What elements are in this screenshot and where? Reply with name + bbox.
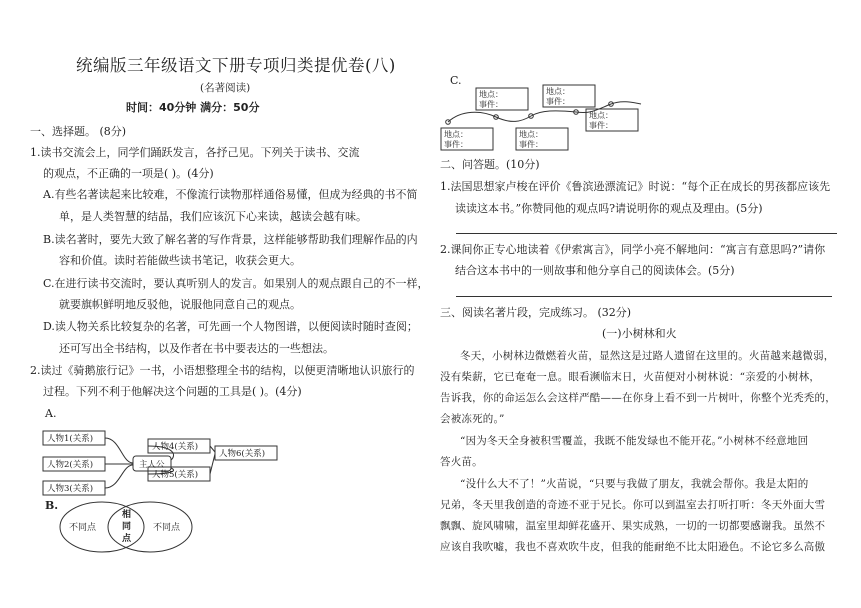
stop1-event-label: 事件：	[479, 100, 503, 109]
story-p3-line3: 飘飘、旋风啸啸，温室里却鲜花盛开、果实成熟，一切的一切都要感谢我。虽然不	[440, 520, 826, 532]
person3-label: 人物3(关系)	[47, 484, 94, 494]
q1-line2: 的观点，不正确的一项是( )。(4分)	[43, 167, 214, 180]
diagram-venn	[55, 500, 205, 556]
q2-option-c-label: C.	[450, 74, 462, 87]
stop2-place-label: 地点：	[546, 87, 570, 96]
q1-option-b-line2: 容和价值。读时若能做些读书笔记，收获会更大。	[59, 254, 301, 267]
story-title: (一)小树林和火	[602, 327, 677, 340]
section2-heading: 二、问答题。(10分)	[440, 158, 540, 171]
person2-label: 人物2(关系)	[47, 460, 94, 470]
venn-middle-char1: 相	[122, 510, 132, 520]
section3-heading: 三、阅读名著片段，完成练习。 (32分)	[440, 306, 632, 319]
venn-middle-char3: 点	[122, 534, 132, 544]
q2-option-a-label: A.	[45, 407, 57, 420]
sec2-q1-line1: 1.法国思想家卢梭在评价《鲁滨逊漂流记》时说：“每个正在成长的男孩都应该先	[440, 180, 831, 193]
stop2-event-label: 事件：	[546, 97, 570, 106]
q1-option-c-line2: 就要旗帜鲜明地反驳他，说服他同意自己的观点。	[59, 298, 301, 311]
sec2-q2-line1: 2.课间你正专心地读着《伊索寓言》，同学小亮不解地问：“寓言有意思吗?”请你	[440, 243, 826, 256]
story-p2-line1: “因为冬天全身被积雪覆盖，我既不能发绿也不能开花。”小树林不经意地回	[460, 435, 809, 447]
story-p2-line2: 答火苗。	[440, 456, 483, 468]
page-title: 统编版三年级语文下册专项归类提优卷(八)	[76, 56, 396, 75]
person1-label: 人物1(关系)	[47, 434, 94, 444]
story-p1-line1: 冬天，小树林边微燃着火苗，显然这是过路人遗留在这里的。火苗越来越微弱，	[460, 350, 835, 362]
stop3-event-label: 事件：	[444, 140, 468, 149]
q1-option-b-line1: B.读名著时，要先大致了解名著的写作背景，这样能够帮助我们理解作品的内	[43, 233, 418, 246]
diagram-journey-timeline	[436, 82, 651, 152]
venn-left-label: 不同点	[69, 523, 97, 533]
stop1-place-label: 地点：	[479, 90, 503, 99]
q1-option-c-line1: C.在进行读书交流时，要认真听别人的发言。如果别人的观点跟自己的不一样，	[43, 277, 429, 290]
answer-line-1[interactable]	[456, 233, 837, 234]
q2-line2: 过程。下列不利于他解决这个问题的工具是( )。(4分)	[43, 385, 302, 398]
stop5-place-label: 地点：	[589, 111, 613, 120]
center-label: 主人公	[139, 460, 165, 470]
time-score: 时间：40分钟 满分：50分	[126, 101, 260, 114]
stop3-place-label: 地点：	[444, 130, 468, 139]
story-p1-line4: 会被冻死的。”	[440, 413, 505, 425]
q1-line1: 1.读书交流会上，同学们踊跃发言，各抒己见。下列关于读书、交流	[30, 146, 360, 159]
page-subtitle: (名著阅读)	[200, 82, 251, 94]
person6-label: 人物6(关系)	[219, 449, 266, 459]
q1-option-d-line1: D.读人物关系比较复杂的名著，可先画一个人物图谱，以便阅读时随时查阅；	[43, 320, 418, 333]
section1-heading: 一、选择题。 (8分)	[30, 125, 127, 138]
story-p1-line3: 告诉我，你的命运怎么会这样严酷——在你身上看不到一片树叶，你整个光秃秃的，	[440, 392, 836, 404]
story-p3-line4: 应该自我吹嘘，我也不喜欢吹牛皮，但我的能耐绝不比太阳逊色。不论它多么高傲	[440, 541, 826, 553]
q2-option-b-label: B.	[45, 499, 59, 512]
story-p1-line2: 没有柴薪，它已奄奄一息。眼看濒临末日，火苗便对小树林说：“亲爱的小树林，	[440, 371, 821, 383]
venn-middle-char2: 同	[122, 522, 132, 532]
sec2-q2-line2: 结合这本书中的一则故事和他分享自己的阅读体会。(5分)	[455, 264, 735, 277]
person4-label: 人物4(关系)	[152, 442, 199, 452]
story-p3-line2: 兄弟，冬天里我创造的奇迹不亚于兄长。你可以到温室去打听打听：冬天外面大雪	[440, 499, 826, 511]
stop4-event-label: 事件：	[519, 140, 543, 149]
diagram-character-map	[40, 424, 300, 500]
answer-line-2[interactable]	[456, 296, 832, 297]
stop4-place-label: 地点：	[519, 130, 543, 139]
person5-label: 人物5(关系)	[152, 470, 199, 480]
q1-option-a-line1: A.有些名著读起来比较难，不像流行读物那样通俗易懂，但成为经典的书不简	[43, 188, 418, 201]
q2-line1: 2.读过《骑鹅旅行记》一书，小语想整理全书的结构，以便更清晰地认识旅行的	[30, 364, 415, 377]
story-p3-line1: “没什么大不了！”火苗说，“只要与我做了朋友，我就会帮你。我是太阳的	[460, 478, 809, 490]
sec2-q1-line2: 读读这本书。”你赞同他的观点吗?请说明你的观点及理由。(5分)	[455, 202, 763, 215]
q1-option-d-line2: 还可写出全书结构，以及作者在书中要表达的一些想法。	[59, 342, 334, 355]
stop5-event-label: 事件：	[589, 121, 613, 130]
q1-option-a-line2: 单，是人类智慧的结晶，我们应该沉下心来读，越读会越有味。	[59, 210, 367, 223]
venn-right-label: 不同点	[153, 523, 181, 533]
